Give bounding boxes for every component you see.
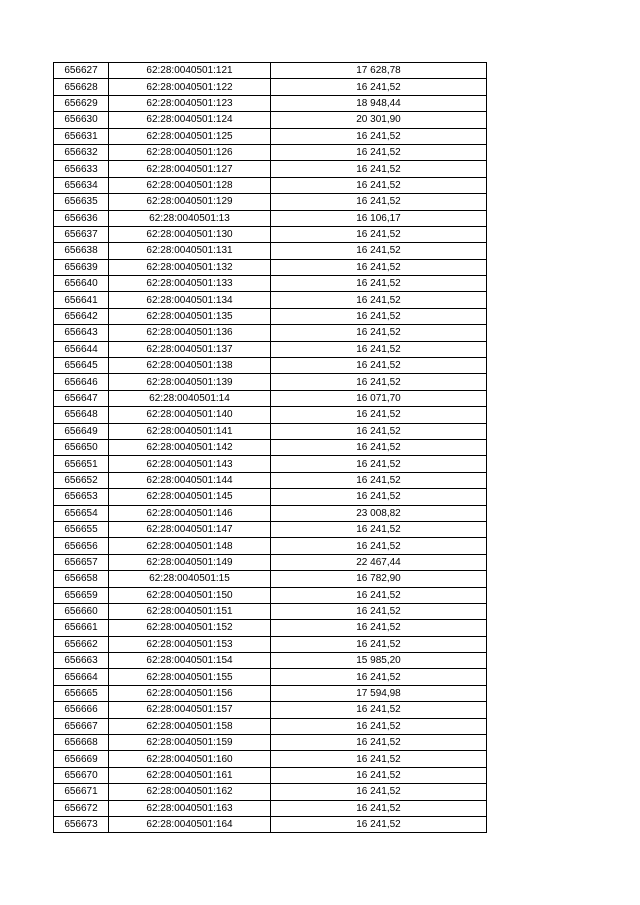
cadastral-number-cell: 62:28:0040501:133 [109, 276, 271, 292]
table-row [54, 308, 487, 324]
row-number-cell: 656668 [54, 735, 109, 751]
cadastral-value-cell: 16 241,52 [271, 243, 487, 259]
table-row [54, 489, 487, 505]
cadastral-value-cell: 16 241,52 [271, 489, 487, 505]
table-row [54, 800, 487, 816]
table-row [54, 439, 487, 455]
cadastral-value-cell: 16 241,52 [271, 816, 487, 832]
table-row [54, 210, 487, 226]
table-row [54, 79, 487, 95]
cadastral-value-cell: 16 071,70 [271, 390, 487, 406]
table-body [54, 63, 487, 833]
table-row [54, 751, 487, 767]
row-number-cell: 656627 [54, 63, 109, 79]
row-number-cell: 656660 [54, 603, 109, 619]
cadastral-value-cell: 16 241,52 [271, 161, 487, 177]
cadastral-number-cell: 62:28:0040501:150 [109, 587, 271, 603]
row-number-cell: 656639 [54, 259, 109, 275]
table-row [54, 259, 487, 275]
cadastral-value-cell: 16 241,52 [271, 177, 487, 193]
row-number-cell: 656640 [54, 276, 109, 292]
cadastral-number-cell: 62:28:0040501:151 [109, 603, 271, 619]
cadastral-number-cell: 62:28:0040501:15 [109, 571, 271, 587]
cadastral-value-cell: 16 241,52 [271, 669, 487, 685]
cadastral-value-cell: 18 948,44 [271, 95, 487, 111]
cadastral-value-cell: 16 241,52 [271, 587, 487, 603]
cadastral-value-cell: 17 628,78 [271, 63, 487, 79]
cadastral-number-cell: 62:28:0040501:161 [109, 767, 271, 783]
cadastral-number-cell: 62:28:0040501:121 [109, 63, 271, 79]
row-number-cell: 656641 [54, 292, 109, 308]
cadastral-number-cell: 62:28:0040501:159 [109, 735, 271, 751]
table-row [54, 816, 487, 832]
cadastral-number-cell: 62:28:0040501:143 [109, 456, 271, 472]
cadastral-value-cell: 16 241,52 [271, 767, 487, 783]
cadastral-number-cell: 62:28:0040501:158 [109, 718, 271, 734]
table-row [54, 571, 487, 587]
table-row [54, 554, 487, 570]
row-number-cell: 656669 [54, 751, 109, 767]
cadastral-number-cell: 62:28:0040501:125 [109, 128, 271, 144]
row-number-cell: 656633 [54, 161, 109, 177]
cadastral-value-cell: 16 241,52 [271, 308, 487, 324]
row-number-cell: 656650 [54, 439, 109, 455]
table-row [54, 685, 487, 701]
table-row [54, 653, 487, 669]
cadastral-number-cell: 62:28:0040501:135 [109, 308, 271, 324]
cadastral-value-cell: 16 241,52 [271, 456, 487, 472]
table-row [54, 784, 487, 800]
row-number-cell: 656671 [54, 784, 109, 800]
cadastral-number-cell: 62:28:0040501:122 [109, 79, 271, 95]
cadastral-number-cell: 62:28:0040501:142 [109, 439, 271, 455]
cadastral-value-cell: 16 241,52 [271, 751, 487, 767]
cadastral-value-cell: 16 241,52 [271, 538, 487, 554]
cadastral-value-cell: 16 241,52 [271, 620, 487, 636]
row-number-cell: 656630 [54, 112, 109, 128]
cadastral-number-cell: 62:28:0040501:128 [109, 177, 271, 193]
cadastral-value-cell: 16 241,52 [271, 144, 487, 160]
row-number-cell: 656652 [54, 472, 109, 488]
row-number-cell: 656636 [54, 210, 109, 226]
cadastral-value-cell: 16 241,52 [271, 472, 487, 488]
cadastral-number-cell: 62:28:0040501:164 [109, 816, 271, 832]
cadastral-value-cell: 16 241,52 [271, 341, 487, 357]
row-number-cell: 656638 [54, 243, 109, 259]
row-number-cell: 656659 [54, 587, 109, 603]
row-number-cell: 656631 [54, 128, 109, 144]
cadastral-value-cell: 16 241,52 [271, 226, 487, 242]
row-number-cell: 656672 [54, 800, 109, 816]
row-number-cell: 656651 [54, 456, 109, 472]
cadastral-value-cell: 16 241,52 [271, 374, 487, 390]
cadastral-value-cell: 16 241,52 [271, 325, 487, 341]
row-number-cell: 656634 [54, 177, 109, 193]
cadastral-value-cell: 22 467,44 [271, 554, 487, 570]
cadastral-number-cell: 62:28:0040501:130 [109, 226, 271, 242]
row-number-cell: 656629 [54, 95, 109, 111]
cadastral-number-cell: 62:28:0040501:163 [109, 800, 271, 816]
cadastral-value-cell: 16 241,52 [271, 718, 487, 734]
table-row [54, 472, 487, 488]
cadastral-number-cell: 62:28:0040501:144 [109, 472, 271, 488]
table-row [54, 243, 487, 259]
table-row [54, 177, 487, 193]
row-number-cell: 656642 [54, 308, 109, 324]
table-row [54, 423, 487, 439]
row-number-cell: 656664 [54, 669, 109, 685]
cadastral-value-cell: 16 241,52 [271, 439, 487, 455]
row-number-cell: 656667 [54, 718, 109, 734]
cadastral-value-cell: 16 241,52 [271, 128, 487, 144]
cadastral-number-cell: 62:28:0040501:139 [109, 374, 271, 390]
table-row [54, 194, 487, 210]
cadastral-number-cell: 62:28:0040501:14 [109, 390, 271, 406]
row-number-cell: 656643 [54, 325, 109, 341]
cadastral-number-cell: 62:28:0040501:153 [109, 636, 271, 652]
cadastral-number-cell: 62:28:0040501:137 [109, 341, 271, 357]
cadastral-value-cell: 23 008,82 [271, 505, 487, 521]
table-row [54, 718, 487, 734]
row-number-cell: 656655 [54, 521, 109, 537]
cadastral-value-cell: 16 241,52 [271, 800, 487, 816]
cadastral-number-cell: 62:28:0040501:129 [109, 194, 271, 210]
table-row [54, 636, 487, 652]
cadastral-number-cell: 62:28:0040501:136 [109, 325, 271, 341]
cadastral-number-cell: 62:28:0040501:138 [109, 358, 271, 374]
cadastral-number-cell: 62:28:0040501:152 [109, 620, 271, 636]
cadastral-value-cell: 16 782,90 [271, 571, 487, 587]
cadastral-value-cell: 20 301,90 [271, 112, 487, 128]
cadastral-number-cell: 62:28:0040501:155 [109, 669, 271, 685]
table-row [54, 374, 487, 390]
cadastral-value-cell: 16 241,52 [271, 358, 487, 374]
row-number-cell: 656635 [54, 194, 109, 210]
table-row [54, 669, 487, 685]
row-number-cell: 656649 [54, 423, 109, 439]
row-number-cell: 656661 [54, 620, 109, 636]
row-number-cell: 656665 [54, 685, 109, 701]
table-row [54, 620, 487, 636]
table-row [54, 292, 487, 308]
cadastral-number-cell: 62:28:0040501:13 [109, 210, 271, 226]
row-number-cell: 656648 [54, 407, 109, 423]
cadastral-number-cell: 62:28:0040501:140 [109, 407, 271, 423]
cadastral-value-cell: 16 241,52 [271, 79, 487, 95]
cadastral-value-cell: 16 241,52 [271, 784, 487, 800]
cadastral-number-cell: 62:28:0040501:145 [109, 489, 271, 505]
cadastral-value-cell: 16 241,52 [271, 735, 487, 751]
row-number-cell: 656644 [54, 341, 109, 357]
cadastral-value-cell: 16 241,52 [271, 276, 487, 292]
cadastral-number-cell: 62:28:0040501:141 [109, 423, 271, 439]
table-row [54, 226, 487, 242]
cadastral-number-cell: 62:28:0040501:132 [109, 259, 271, 275]
cadastral-number-cell: 62:28:0040501:149 [109, 554, 271, 570]
table-row [54, 358, 487, 374]
table-row [54, 128, 487, 144]
table-row [54, 63, 487, 79]
cadastral-number-cell: 62:28:0040501:160 [109, 751, 271, 767]
row-number-cell: 656653 [54, 489, 109, 505]
cadastral-value-cell: 16 106,17 [271, 210, 487, 226]
row-number-cell: 656656 [54, 538, 109, 554]
cadastral-number-cell: 62:28:0040501:148 [109, 538, 271, 554]
row-number-cell: 656654 [54, 505, 109, 521]
table-row [54, 538, 487, 554]
table-row [54, 325, 487, 341]
cadastral-value-cell: 16 241,52 [271, 636, 487, 652]
cadastral-number-cell: 62:28:0040501:157 [109, 702, 271, 718]
table-row [54, 341, 487, 357]
row-number-cell: 656662 [54, 636, 109, 652]
row-number-cell: 656666 [54, 702, 109, 718]
cadastral-value-cell: 16 241,52 [271, 521, 487, 537]
cadastral-number-cell: 62:28:0040501:146 [109, 505, 271, 521]
cadastral-value-table [53, 62, 487, 833]
cadastral-value-cell: 15 985,20 [271, 653, 487, 669]
cadastral-value-cell: 16 241,52 [271, 603, 487, 619]
row-number-cell: 656645 [54, 358, 109, 374]
cadastral-number-cell: 62:28:0040501:126 [109, 144, 271, 160]
row-number-cell: 656637 [54, 226, 109, 242]
cadastral-number-cell: 62:28:0040501:162 [109, 784, 271, 800]
row-number-cell: 656657 [54, 554, 109, 570]
table-row [54, 95, 487, 111]
table-row [54, 456, 487, 472]
row-number-cell: 656658 [54, 571, 109, 587]
row-number-cell: 656628 [54, 79, 109, 95]
row-number-cell: 656670 [54, 767, 109, 783]
row-number-cell: 656632 [54, 144, 109, 160]
cadastral-value-cell: 16 241,52 [271, 194, 487, 210]
cadastral-value-cell: 16 241,52 [271, 259, 487, 275]
table-row [54, 112, 487, 128]
cadastral-value-cell: 17 594,98 [271, 685, 487, 701]
row-number-cell: 656646 [54, 374, 109, 390]
cadastral-number-cell: 62:28:0040501:154 [109, 653, 271, 669]
cadastral-value-cell: 16 241,52 [271, 423, 487, 439]
row-number-cell: 656663 [54, 653, 109, 669]
table-row [54, 767, 487, 783]
cadastral-number-cell: 62:28:0040501:134 [109, 292, 271, 308]
cadastral-number-cell: 62:28:0040501:147 [109, 521, 271, 537]
table-row [54, 390, 487, 406]
table-row [54, 407, 487, 423]
table-row [54, 521, 487, 537]
table-row [54, 603, 487, 619]
cadastral-number-cell: 62:28:0040501:156 [109, 685, 271, 701]
table-row [54, 276, 487, 292]
cadastral-number-cell: 62:28:0040501:124 [109, 112, 271, 128]
table-row [54, 144, 487, 160]
row-number-cell: 656647 [54, 390, 109, 406]
cadastral-value-cell: 16 241,52 [271, 702, 487, 718]
cadastral-value-cell: 16 241,52 [271, 292, 487, 308]
row-number-cell: 656673 [54, 816, 109, 832]
cadastral-number-cell: 62:28:0040501:127 [109, 161, 271, 177]
table-row [54, 587, 487, 603]
table-row [54, 161, 487, 177]
cadastral-number-cell: 62:28:0040501:131 [109, 243, 271, 259]
cadastral-number-cell: 62:28:0040501:123 [109, 95, 271, 111]
cadastral-value-cell: 16 241,52 [271, 407, 487, 423]
table-row [54, 735, 487, 751]
table-row [54, 702, 487, 718]
table-row [54, 505, 487, 521]
